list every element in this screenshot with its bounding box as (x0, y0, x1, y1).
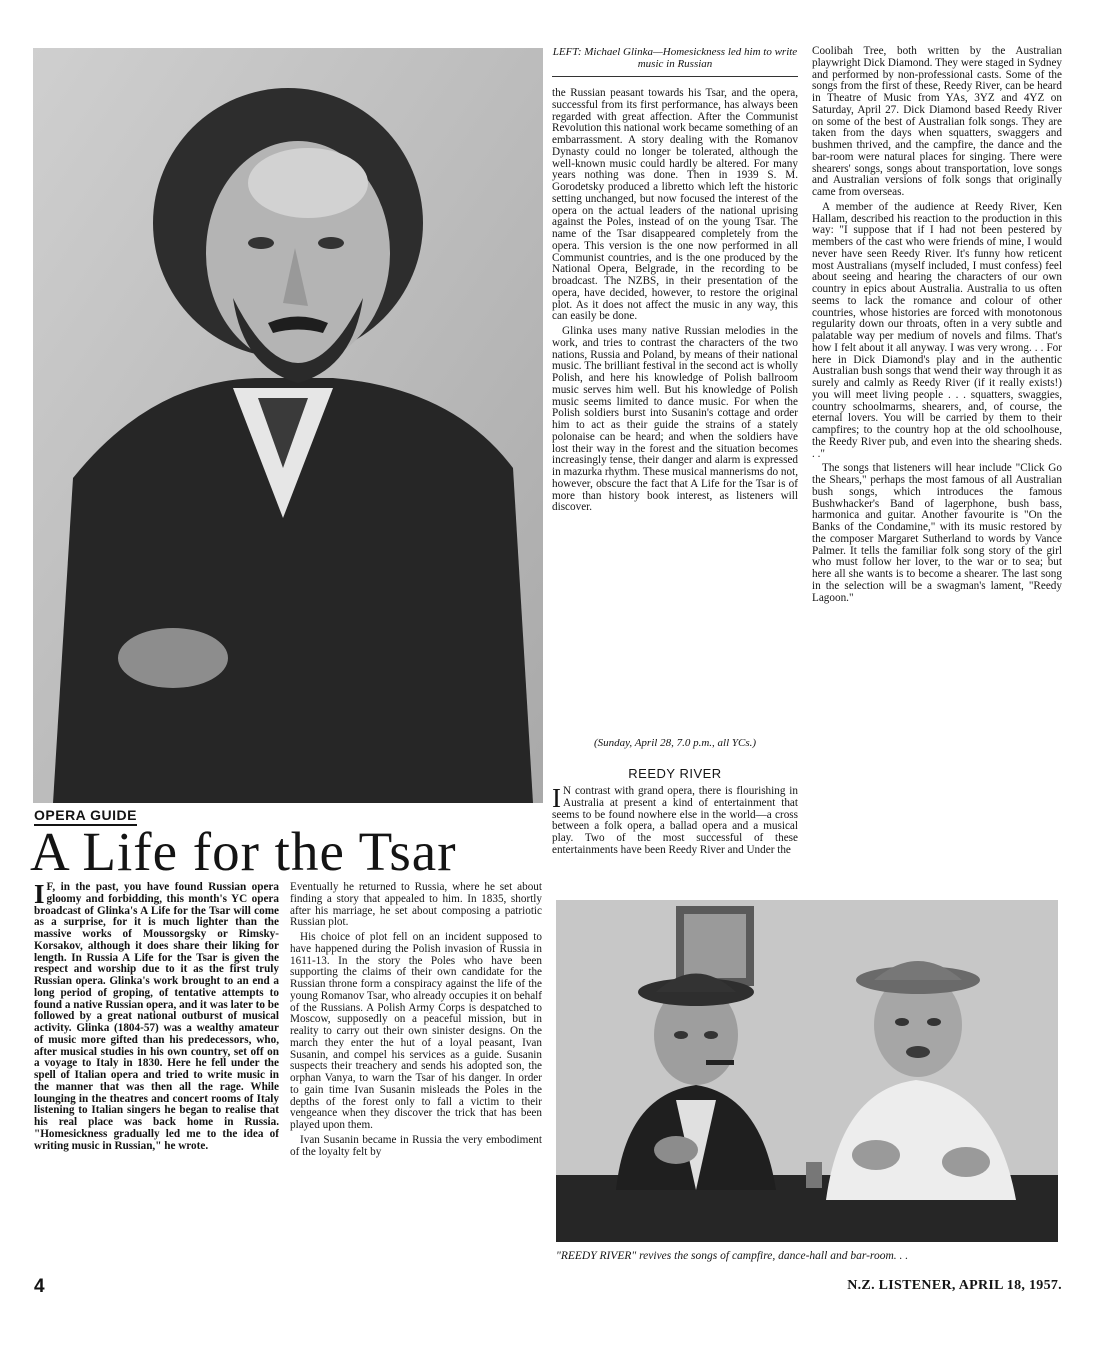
dropcap: I (34, 882, 45, 909)
glinka-portrait (33, 48, 543, 803)
article-text: F, in the past, you have found Russian opera gloomy and forbidding, this month's YC opera broadcast of Glinka's A Life for the Tsar will come as a surprise, for it is much lighter than the massive works of Moussorgsky or Rimsky-Korsakov, although it does share their liking for length. In Russia A Life for the Tsar is given the respect and worship due to it as the first truly Russian opera. Glinka's work brought to an end a long period of groping, of tentative attempts to found a native Russian opera, and it was later to be followed by a great national outburst of musical activity. Glinka (1804-57) was a wealthy amateur of music more gifted than his predecessors, who, after musical studies in his own country, set off on a voyage to Italy in 1830. Here he fell under the spell of Italian opera and tried to write music in the manner that was then all the rage. While lounging in the theatres and concert rooms of Italy listening to Italian singers he began to realise that his real place was back home in Russia. "Homesickness gradually led me to the idea of writing music in Russian," he wrote. (34, 882, 279, 1152)
opera-article-col3 (552, 88, 798, 730)
article-text: N contrast with grand opera, there is flourishing in Australia at present a kind of entertainment that seems to be found nowhere else in the world—a cross between a folk opera, a ballad opera and a musical play. Two of the most successful of these entertainments have been Reedy River and Under the (552, 786, 798, 856)
portrait-engraving-icon (33, 48, 543, 803)
portrait-caption: LEFT: Michael Glinka—Homesickness led him to write music in Russian (552, 46, 798, 70)
reedy-river-photo (556, 900, 1058, 1242)
article-paragraph: His choice of plot fell on an incident supposed to have happened during the Polish invasion of Russia in 1611-13. In the story the Poles who have been supporting the claims of their own candidate for the Russian throne form a conspiracy against the life of the young Romanov Tsar, who already occupies it on behalf of the Russians. A Polish Army Corps is despatched to Moscow, supposedly on a peaceful mission, but in reality to carry out their own sinister designs. On the march they enter the hut of a loyal peasant, Ivan Susanin, and compel his services as a guide. Susanin suspects their treachery and sends his adopted son, the orphan Vanya, to warn the Tsar of his danger. In order to gain time Ivan Susanin misleads the Poles in the depths of the forest only to fall a victim to their vengeance when they discover the trick that has been played upon them. (290, 931, 542, 1131)
caption-rule (552, 76, 798, 77)
article-paragraph: Eventually he returned to Russia, where he set about finding a story that appealed to him. In 1835, shortly after his marriage, he set about composing a patriotic Russian plot. (290, 882, 542, 929)
dropcap: I (552, 786, 561, 813)
reedy-photo-caption: "REEDY RIVER" revives the songs of campfire, dance-hall and bar-room. . . (556, 1250, 909, 1262)
two-men-photo-icon (556, 900, 1058, 1242)
broadcast-note: (Sunday, April 28, 7.0 p.m., all YCs.) (593, 737, 757, 749)
article-paragraph: Coolibah Tree, both written by the Australian playwright Dick Diamond. They were staged in Sydney and performed by non-professional casts. Some of the songs from the first of these, Reedy River, can be heard in Theatre of Music from YAs, 3YZ and 4YZ on Saturday, April 27. Dick Diamond based Reedy River on some of the best of Australian folk songs. They are taken from the days when squatters, swaggers and bushmen thrived, and the campfire, the dance and the bar-room were natural places for singing. There were shearers' songs, songs about transportation, love songs and Australian versions of folk songs that originally came from overseas. (812, 46, 1062, 198)
article-paragraph: Glinka uses many native Russian melodies in the work, and tries to contrast the characters of the two nations, Russia and Poland, by means of their national music. The brilliant festival in the second act is wholly Polish, and here his knowledge of Polish ballroom music serves him well. But his knowledge of Polish music seems limited to dance music. For when the Polish soldiers burst into Susanin's cottage and order him to act as their guide the strains of a stately polonaise can be heard; and when the soldiers have lost their way in the forest and the situation becomes increasingly tense, their danger and alarm is expressed in mazurka rhythm. These musical mannerisms do not, however, obscure the fact that A Life for the Tsar is of more than history book interest, as listeners will discover. (552, 325, 798, 514)
reedy-article-col3 (552, 786, 798, 892)
article-paragraph: the Russian peasant towards his Tsar, and the opera, successful from its first performance, has always been regarded with great affection. After the Communist Revolution this national work became something of an embarrassment. A story dealing with the Romanov Dynasty could no longer be tolerated, although the well-known music could hardly be altered. For many years nothing was done. Then in 1939 S. M. Gorodetsky produced a libretto which left the historic setting unchanged, but now focused the interest of the opera on the actual leaders of the national uprising against the Poles, instead of on the young Tsar. The name of the Tsar disappeared completely from the opera. This version is the one now performed in all Communist countries, and is the one produced by the National Opera, Belgrade, in the recording to be broadcast. The NZBS, in their presentation of the opera, have decided, however, to restore the original plot. As it does not affect the music in any way, this can easily be done. (552, 88, 798, 323)
article-paragraph (34, 882, 279, 1152)
article-paragraph (552, 786, 798, 857)
reedy-article-col4 (812, 46, 1062, 894)
article-paragraph: A member of the audience at Reedy River, Ken Hallam, described his reaction to the production in this way: "I suppose that if I had not been pestered by members of the cast who were friends of mine, I would never have seen Reedy River. It's funny how reticent most Australians (myself included, I must confess) feel about seeing and hearing the characters of our own country in epics about Australia. Australia to us often seems to lack the romance and colour of other countries, whose histories are forced with monotonous regularity down our throats, often in a very subtle and palatable way per medium of novels and films. That's how I felt about it all anyway. I was very wrong. . . For here in Dick Diamond's play and in the authentic Australian bush songs that wend their way through it as surely and calmly as Reedy River (if it really exists!) you will meet living people . . . squatters, swaggies, country schoolmarms, shearers, and, of course, the eternal lovers. You will be carried by them to their campfires; to the country hop at the old schoolhouse, the Reedy River pub, and even into the shearing sheds. . ." (812, 200, 1062, 460)
section-label: OPERA GUIDE (34, 806, 137, 826)
page-number: 4 (34, 1276, 45, 1297)
article-paragraph: The songs that listeners will hear include "Click Go the Shears," perhaps the most famous of all Australian bush songs, which introduces the famous Bushwhacker's Band of lagerphone, bush bass, harmonica and guitar. Another favourite is "On the Banks of the Condamine," with its music restored by the composer Margaret Sutherland to words by Vance Palmer. It tells the familiar folk song story of the girl who must follow her lover, to the war or to sea; but here all she wants is to become a shearer. The last song in the selection will be a swagman's lament, "Reedy Lagoon." (812, 462, 1062, 604)
opera-article-col2 (290, 882, 542, 1294)
opera-article-col1 (34, 882, 279, 1294)
reedy-heading: REEDY RIVER (628, 766, 722, 781)
page-title: A Life for the Tsar (30, 821, 457, 882)
publication-line: N.Z. LISTENER, APRIL 18, 1957. (847, 1278, 1062, 1293)
article-paragraph: Ivan Susanin became in Russia the very embodiment of the loyalty felt by (290, 1133, 542, 1158)
